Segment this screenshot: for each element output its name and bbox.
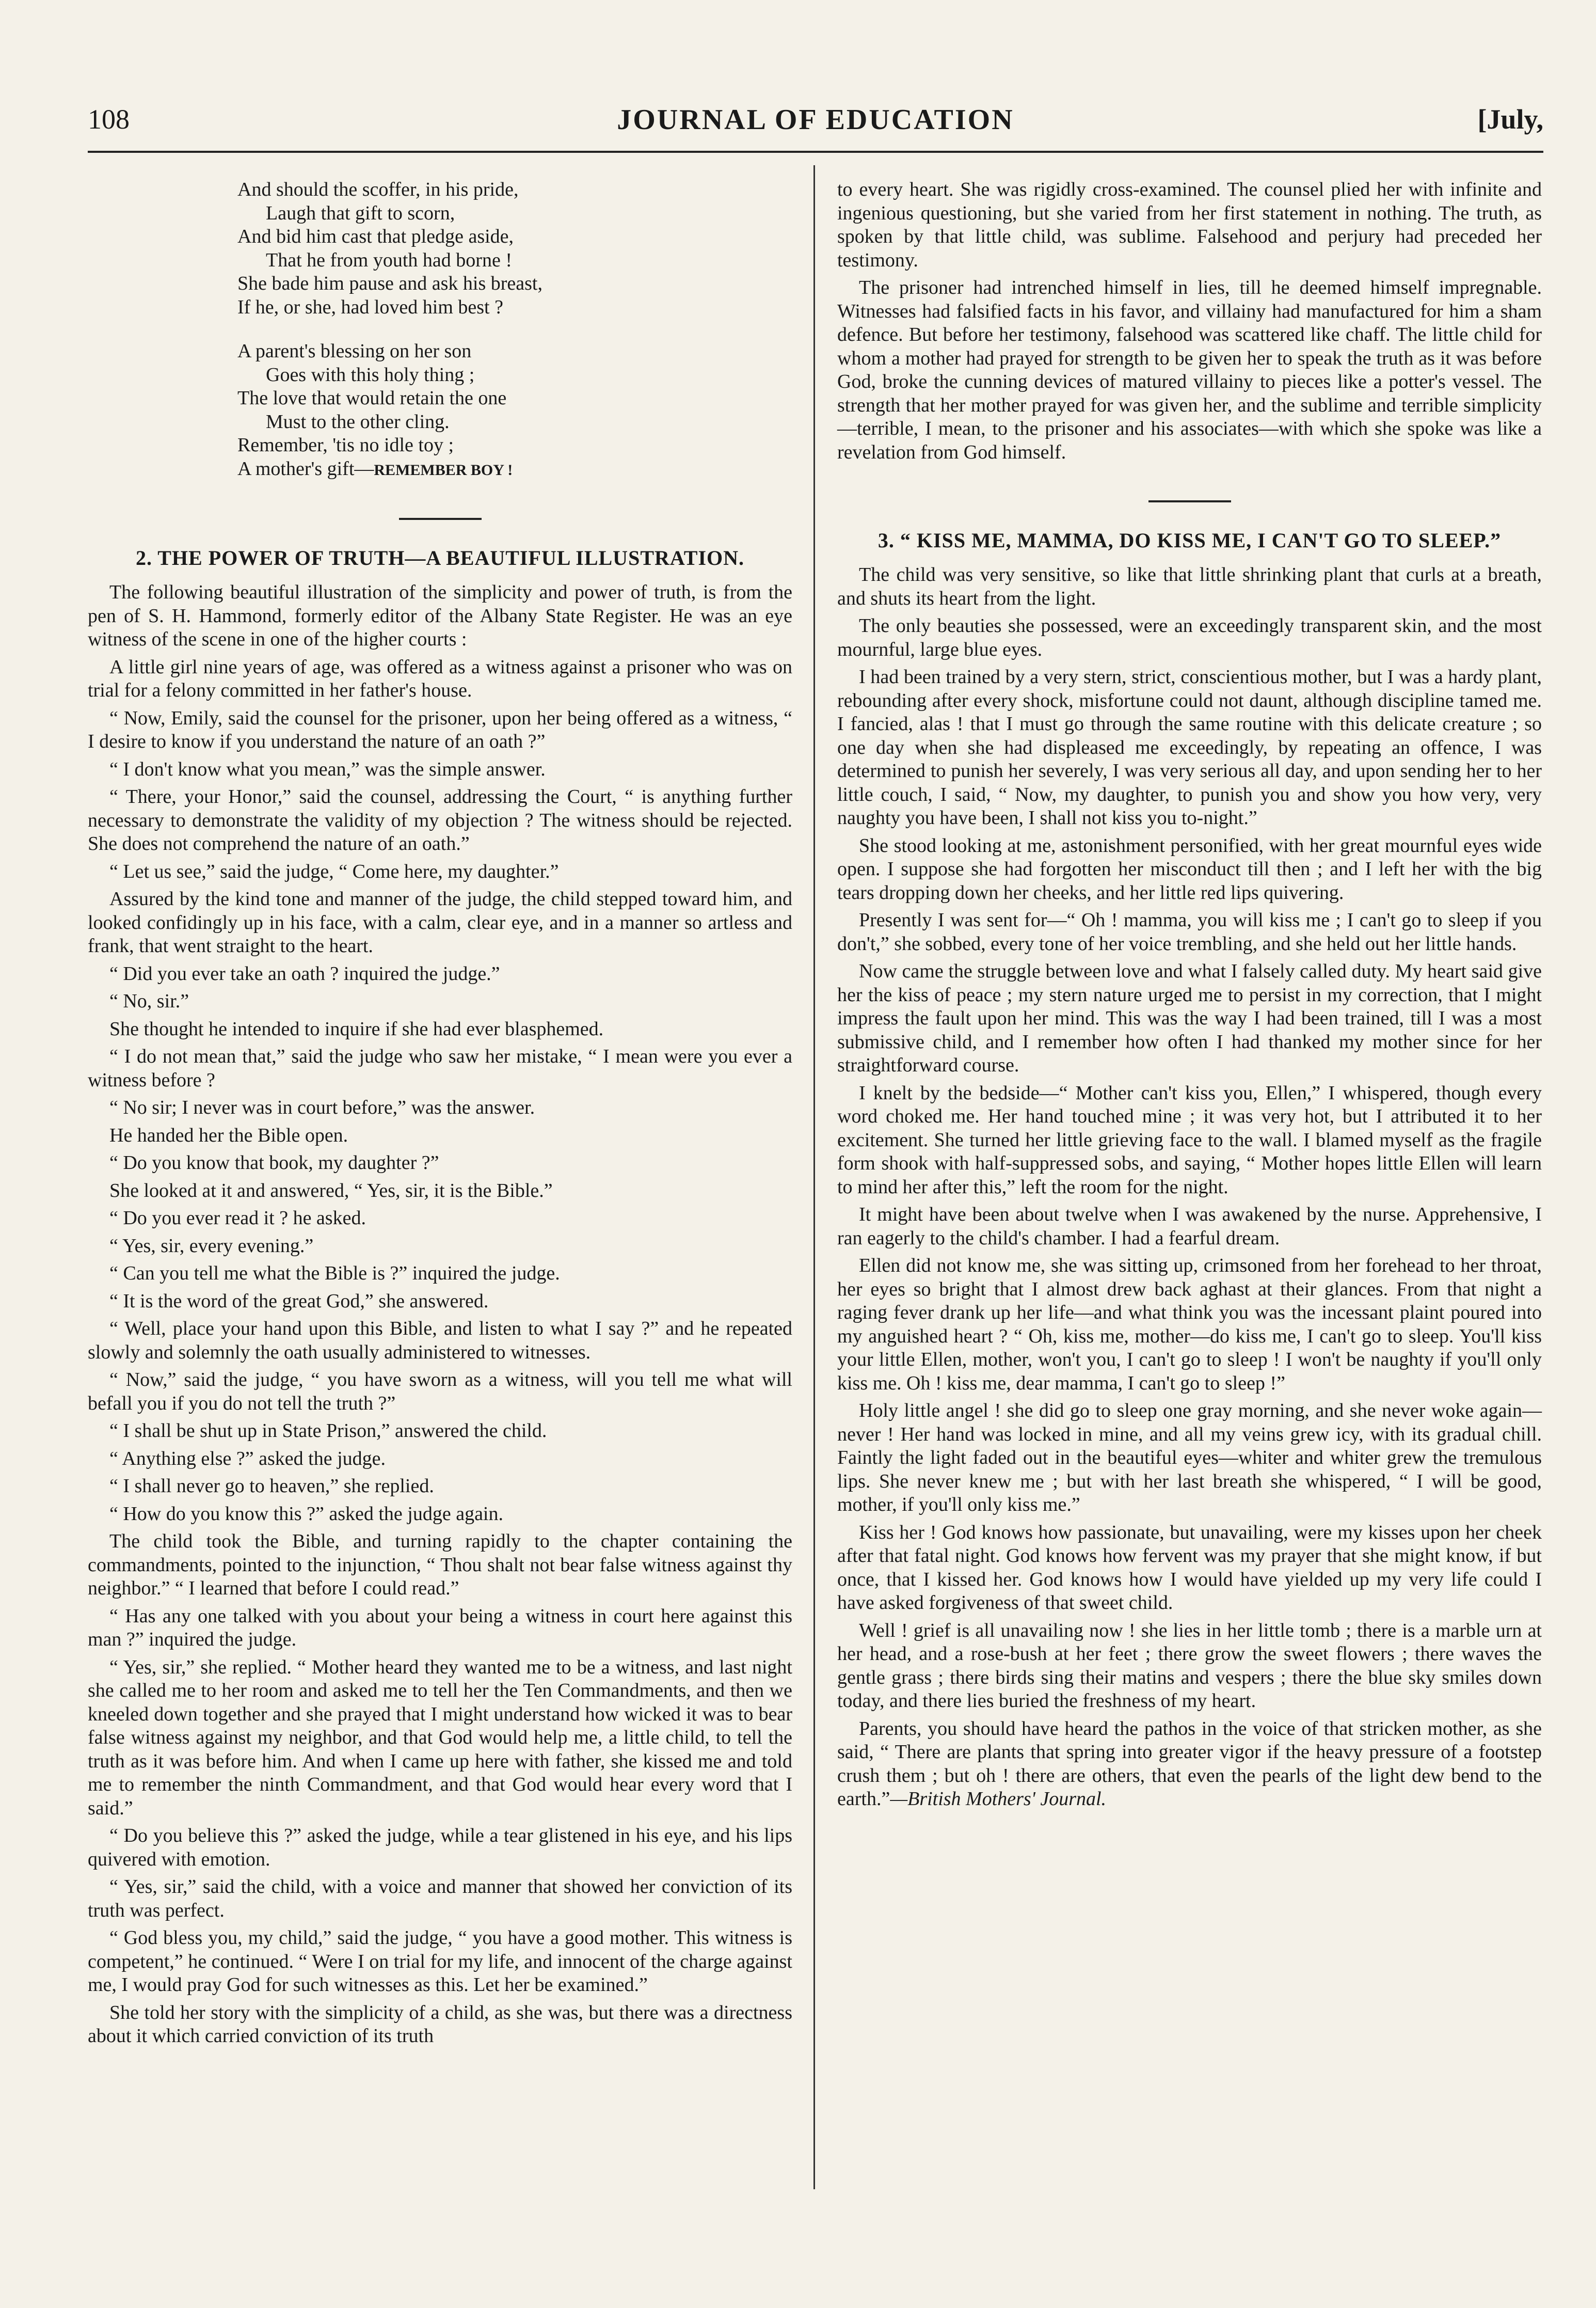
paragraph: “ Anything else ?” asked the judge. <box>109 1447 386 1469</box>
poem-last-line: A mother's gift—REMEMBER BOY ! <box>237 457 513 480</box>
right-column <box>837 178 1542 1815</box>
paragraph: “ No sir; I never was in court before,” was the answer. <box>109 1097 535 1118</box>
paragraph: “ God bless you, my child,” said the judge, “ you have a good mother. This witness is competent,” he continued. “ Were I on trial for my life, and innocent of the charge against me, I would pray God for such witnesses as this. Let her be examined.” <box>88 1927 792 1996</box>
paragraph: She stood looking at me, astonishment personified, with her great mournful eyes wide open. I suppose she had forgotten her misconduct till then ; and I left her with the big tears dropping down her cheeks, and her little red lips quivering. <box>837 834 1542 904</box>
article-3-body <box>837 563 1542 1713</box>
paragraph: Ellen did not know me, she was sitting up, crimsoned from her forehead to her throat, her eyes so bright that I almost drew back aghast at their glances. From that night a raging fever drank up her life—and what think you was the incessant plaint poured into my anguished heart ? “ Oh, kiss me, mother—do kiss me, I can't go to sleep. You'll kiss your little Ellen, mother, won't you, I can't go to sleep ! I won't be naughty if you'll only kiss me. Oh ! kiss me, dear mamma, I can't go to sleep !” <box>837 1255 1542 1394</box>
paragraph: “ Yes, sir,” she replied. “ Mother heard they wanted me to be a witness, and last night she called me to her room and asked me to tell her the Ten Commandments, and then we kneeled down together and she prayed that I might understand how wicked it was to bear false witness against my neighbor, and that God would help me, a little child, to tell the truth as it was before him. And when I came up here with father, she kissed me and told me to remember the ninth Commandment, and that God would hear every word that I said.” <box>88 1656 792 1819</box>
paragraph: “ I don't know what you mean,” was the simple answer. <box>109 758 546 780</box>
poem-line: And should the scoffer, in his pride, <box>237 179 519 200</box>
journal-title: JOURNAL OF EDUCATION <box>617 104 1014 136</box>
poem-line: A parent's blessing on her son <box>237 340 472 362</box>
paragraph: “ I shall be shut up in State Prison,” answered the child. <box>109 1420 547 1442</box>
paragraph: The child was very sensitive, so like that little shrinking plant that curls at a breath, and shuts its heart from the light. <box>837 564 1542 609</box>
paragraph: Assured by the kind tone and manner of the judge, the child stepped toward him, and looked confidingly up in his face, with a calm, clear eye, and in a manner so artless and frank, that went straight to the heart. <box>88 888 792 957</box>
paragraph: “ Do you ever read it ? he asked. <box>109 1207 366 1229</box>
paragraph: The child took the Bible, and turning rapidly to the chapter containing the commandments, pointed to the injunction, “ Thou shalt not bear false witness against thy neighbor.” “ I learned that before I could read.” <box>88 1530 792 1599</box>
page-number: 108 <box>88 104 130 135</box>
paragraph: “ Do you believe this ?” asked the judge, while a tear glistened in his eye, and his lips quivered with emotion. <box>88 1825 792 1870</box>
poem-line: She bade him pause and ask his breast, <box>237 273 542 294</box>
poem-line: Must to the other cling. <box>266 410 450 433</box>
poem-line: If he, or she, had loved him best ? <box>237 296 503 318</box>
poem-line: The love that would retain the one <box>237 387 507 409</box>
paragraph: “ How do you know this ?” asked the judge again. <box>109 1503 503 1525</box>
paragraph: She told her story with the simplicity of a child, as she was, but there was a directness about it which carried conviction of its truth <box>88 2001 792 2047</box>
paragraph: The prisoner had intrenched himself in lies, till he deemed himself impregnable. Witnesses had falsified facts in his favor, and villainy had manufactured for him a sham defence. But before her testimony, falsehood was scattered like chaff. The little child for whom a mother had prayed for strength to be given her to speak the truth as it was before God, broke the cunning devices of matured villainy to pieces like a potter's vessel. The strength that her mother prayed for was given her, and the sublime and terrible simplicity—terrible, I mean, to the prisoner and his associates—with which she spoke was like a revelation from God himself. <box>837 277 1542 463</box>
paragraph: “ I shall never go to heaven,” she replied. <box>109 1475 434 1497</box>
paragraph: She looked at it and answered, “ Yes, sir, it is the Bible.” <box>109 1179 553 1202</box>
paragraph: “ Did you ever take an oath ? inquired the judge.” <box>109 962 500 985</box>
header-rule <box>88 151 1543 153</box>
article-2-heading: 2. THE POWER OF TRUTH—A BEAUTIFUL ILLUSTRATION. <box>135 546 745 570</box>
poem-line: Laugh that gift to scorn, <box>266 202 455 224</box>
article-3-heading: 3. “ KISS ME, MAMMA, DO KISS ME, I CAN'T GO TO SLEEP.” <box>877 529 1502 552</box>
source-attribution: —British Mothers' Journal. <box>890 1788 1107 1810</box>
paragraph: Presently I was sent for—“ Oh ! mamma, you will kiss me ; I can't go to sleep if you don't,” she sobbed, every tone of her voice trembling, and she held out her little hands. <box>837 909 1542 955</box>
paragraph: “ No, sir.” <box>109 990 189 1012</box>
paragraph: She thought he intended to inquire if she had ever blasphemed. <box>109 1018 604 1040</box>
paragraph: “ Yes, sir,” said the child, with a voice and manner that showed her conviction of its truth was perfect. <box>88 1876 792 1921</box>
paragraph: The only beauties she possessed, were an exceedingly transparent skin, and the most mournful, large blue eyes. <box>837 615 1542 660</box>
issue-month: [July, <box>1477 104 1543 135</box>
section-separator <box>399 518 482 520</box>
paragraph: The following beautiful illustration of the simplicity and power of truth, is from the pen of S. H. Hammond, formerly editor of the Albany State Register. He was an eye witness of the scene in one of the higher courts : <box>88 581 792 650</box>
paragraph: “ Has any one talked with you about your being a witness in court here against this man ?” inquired the judge. <box>88 1605 792 1650</box>
paragraph: Well ! grief is all unavailing now ! she lies in her little tomb ; there is a marble urn at her head, and a rose-bush at her feet ; there grow the sweet flowers ; there waves the gentle grass ; there birds sing their matins and vespers ; there the blue sky smiles down today, and there lies buried the freshness of my heart. <box>837 1619 1542 1712</box>
poem-line: And bid him cast that pledge aside, <box>237 226 514 247</box>
article-2-body <box>88 581 792 2048</box>
paragraph: He handed her the Bible open. <box>109 1124 348 1146</box>
paragraph: “ Can you tell me what the Bible is ?” inquired the judge. <box>109 1262 560 1284</box>
paragraph: I had been trained by a very stern, strict, conscientious mother, but I was a hardy plant, rebounding after every shock, misfortune could not daunt, although discipline tamed me. I fancied, alas ! that I must go through the same routine with this delicate creature ; so one day when she had displeased me exceedingly, by repeating an offence, I was determined to punish her severely, I was very serious all day, and upon sending her to her little couch, I said, “ Now, my daughter, to punish you and show you how very, very naughty you have been, I shall not kiss you to-night.” <box>837 666 1542 829</box>
poem-line: Remember, 'tis no idle toy ; <box>237 434 454 456</box>
paragraph: “ Do you know that book, my daughter ?” <box>109 1152 439 1174</box>
paragraph: Now came the struggle between love and what I falsely called duty. My heart said give her the kiss of peace ; my stern nature urged me to persist in my correction, that I might impress the fault upon her mind. This was the way I had been trained, till I was a most submissive child, and I remember how often I had thanked my mother since for her straightforward course. <box>837 960 1542 1076</box>
poem-stanza-1 <box>237 178 792 319</box>
section-separator <box>1148 500 1231 502</box>
paragraph: A little girl nine years of age, was offered as a witness against a prisoner who was on trial for a felony committed in her father's house. <box>88 656 792 701</box>
paragraph: “ Now,” said the judge, “ you have sworn as a witness, will you tell me what will befall you if you do not tell the truth ?” <box>88 1369 792 1414</box>
paragraph: “ There, your Honor,” said the counsel, addressing the Court, “ is anything further necessary to demonstrate the validity of my objection ? The witness should be rejected. She does not comprehend the nature of an oath.” <box>88 786 792 855</box>
paragraph: Kiss her ! God knows how passionate, but unavailing, were my kisses upon her cheek after that fatal night. God knows how fervent was my prayer that she might know, if but once, that I kissed her. God knows how I would have yielded up my very life could I have asked forgiveness of that sweet child. <box>837 1521 1542 1614</box>
poem-line: That he from youth had borne ! <box>266 249 512 271</box>
poem-line: Goes with this holy thing ; <box>266 363 475 386</box>
poem-stanza-2 <box>237 340 792 482</box>
poem <box>237 178 792 482</box>
page-header <box>88 103 1543 145</box>
paragraph: to every heart. She was rigidly cross-examined. The counsel plied her with infinite and ingenious questioning, but she varied from her first statement in nothing. The truth, as spoken by that little child, was sublime. Falsehood and perjury had preceded her testimony. <box>837 179 1542 271</box>
paragraph: “ Let us see,” said the judge, “ Come here, my daughter.” <box>109 860 559 882</box>
column-divider <box>813 165 815 2189</box>
paragraph: “ It is the word of the great God,” she answered. <box>109 1290 489 1312</box>
paragraph: It might have been about twelve when I was awakened by the nurse. Apprehensive, I ran eagerly to the child's chamber. I had a fearful dream. <box>837 1204 1542 1249</box>
article-2-continued <box>837 178 1542 464</box>
article-3-closing-paragraph: Parents, you should have heard the pathos in the voice of that stricken mother, as she said, “ There are plants that spring into greater vigor if the heavy pressure of a footstep crush them ; but oh ! there are others, that even the pearls of the light dew bend to the earth.”—British Mothers' Journal. <box>837 1717 1542 1810</box>
paragraph: “ Now, Emily, said the counsel for the prisoner, upon her being offered as a witness, “ I desire to know if you understand the nature of an oath ?” <box>88 707 792 752</box>
paragraph: “ Well, place your hand upon this Bible, and listen to what I say ?” and he repeated slowly and solemnly the oath usually administered to witnesses. <box>88 1318 792 1363</box>
paragraph: “ Yes, sir, every evening.” <box>109 1235 314 1257</box>
paragraph: “ I do not mean that,” said the judge who saw her mistake, “ I mean were you ever a witness before ? <box>88 1046 792 1091</box>
paragraph: Holy little angel ! she did go to sleep one gray morning, and she never woke again—never ! Her hand was locked in mine, and all my veins grew icy, with its gradual chill. Faintly the light faded out in the beautiful eyes—whiter and whiter grew the tremulous lips. She never knew me ; but with her last breath she whispered, “ I will be good, mother, if you'll only kiss me.” <box>837 1400 1542 1515</box>
paragraph: I knelt by the bedside—“ Mother can't kiss you, Ellen,” I whispered, though every word choked me. Her hand touched mine ; it was very hot, but I attributed it to her excitement. She turned her little grieving face to the wall. I blamed myself as the fragile form shook with half-suppressed sobs, and saying, “ Mother hopes little Ellen will learn to mind her after this,” left the room for the night. <box>837 1082 1542 1198</box>
left-column <box>88 178 792 2052</box>
